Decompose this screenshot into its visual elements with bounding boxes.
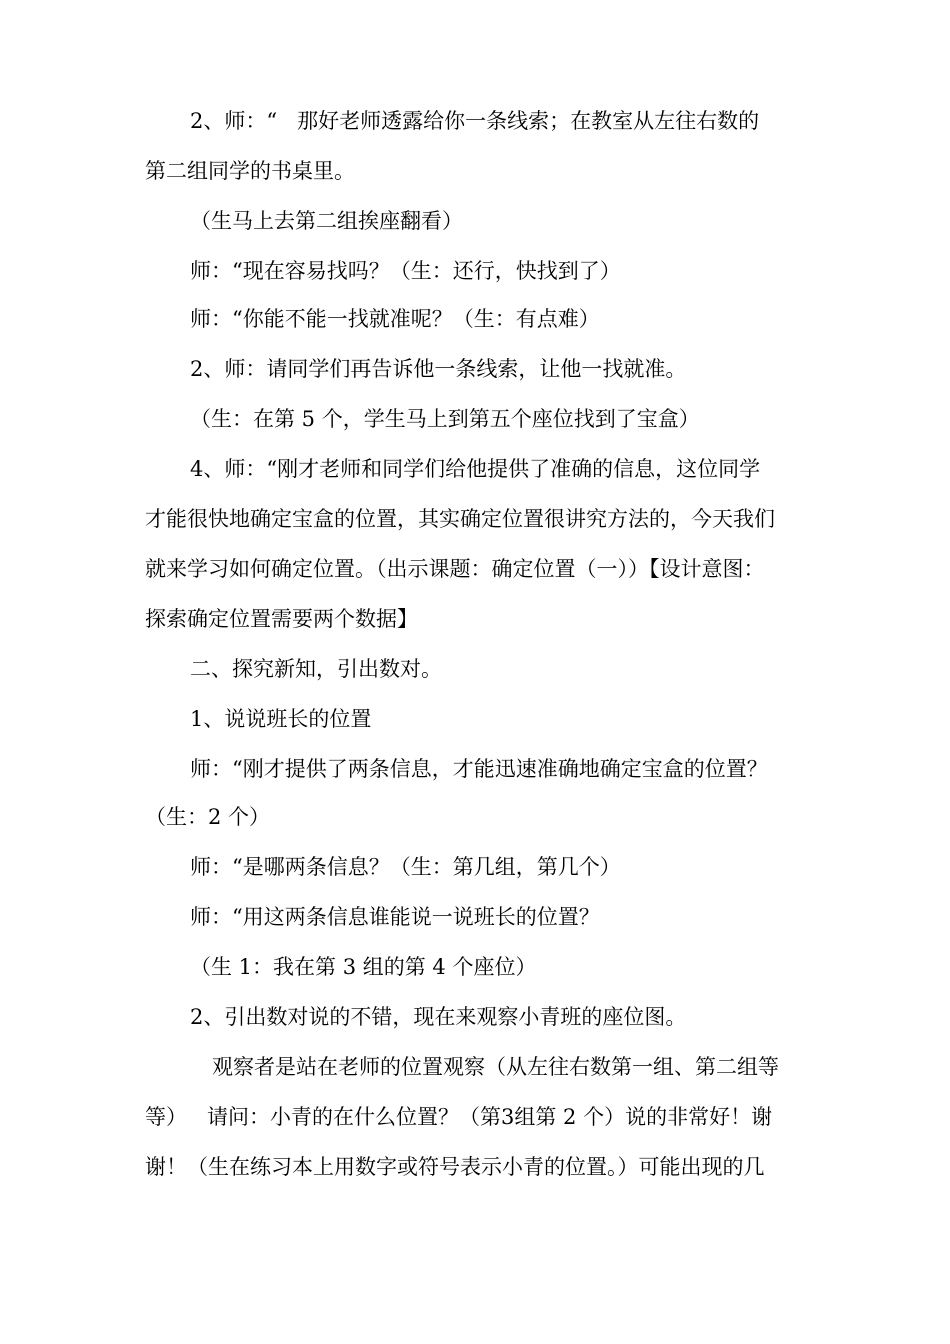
paragraph-line-17: 师：“用这两条信息谁能说一说班长的位置？ bbox=[190, 905, 600, 929]
paragraph-line-20: 观察者是站在老师的位置观察（从左往右数第一组、第二组等 bbox=[212, 1055, 779, 1079]
section-heading: 二、探究新知，引出数对。 bbox=[190, 657, 442, 681]
paragraph-line-5: 师：“你能不能一找就准呢？（生：有点难） bbox=[190, 307, 600, 331]
paragraph-line-18: （生 1：我在第 3 组的第 4 个座位） bbox=[190, 955, 537, 979]
paragraph-line-1: 2、师：“ 那好老师透露给你一条线索；在教室从左往右数的 bbox=[190, 109, 760, 133]
paragraph-line-4: 师：“现在容易找吗？（生：还行，快找到了） bbox=[190, 259, 621, 283]
paragraph-line-2: 第二组同学的书桌里。 bbox=[145, 159, 355, 183]
paragraph-line-14: 师：“刚才提供了两条信息，才能迅速准确地确定宝盒的位置？ bbox=[190, 757, 768, 781]
paragraph-line-11: 探索确定位置需要两个数据】 bbox=[145, 607, 418, 631]
paragraph-line-21: 等） 请问：小青的在什么位置？（第3组第 2 个）说的非常好！谢 bbox=[145, 1105, 773, 1129]
paragraph-line-22: 谢！（生在练习本上用数字或符号表示小青的位置。）可能出现的几 bbox=[145, 1155, 765, 1179]
paragraph-line-6: 2、师：请同学们再告诉他一条线索，让他一找就准。 bbox=[190, 357, 687, 381]
paragraph-line-7: （生：在第 5 个，学生马上到第五个座位找到了宝盒） bbox=[190, 407, 700, 431]
paragraph-line-9: 才能很快地确定宝盒的位置，其实确定位置很讲究方法的，今天我们 bbox=[145, 507, 775, 531]
paragraph-line-15: （生：2 个） bbox=[145, 805, 271, 829]
paragraph-line-13: 1、说说班长的位置 bbox=[190, 707, 372, 731]
paragraph-line-19: 2、引出数对说的不错，现在来观察小青班的座位图。 bbox=[190, 1005, 687, 1029]
paragraph-line-3: （生马上去第二组挨座翻看） bbox=[190, 209, 463, 233]
paragraph-line-8: 4、师：“刚才老师和同学们给他提供了准确的信息，这位同学 bbox=[190, 457, 761, 481]
paragraph-line-10: 就来学习如何确定位置。（出示课题：确定位置（一））【设计意图： bbox=[145, 557, 765, 581]
paragraph-line-16: 师：“是哪两条信息？（生：第几组，第几个） bbox=[190, 855, 621, 879]
